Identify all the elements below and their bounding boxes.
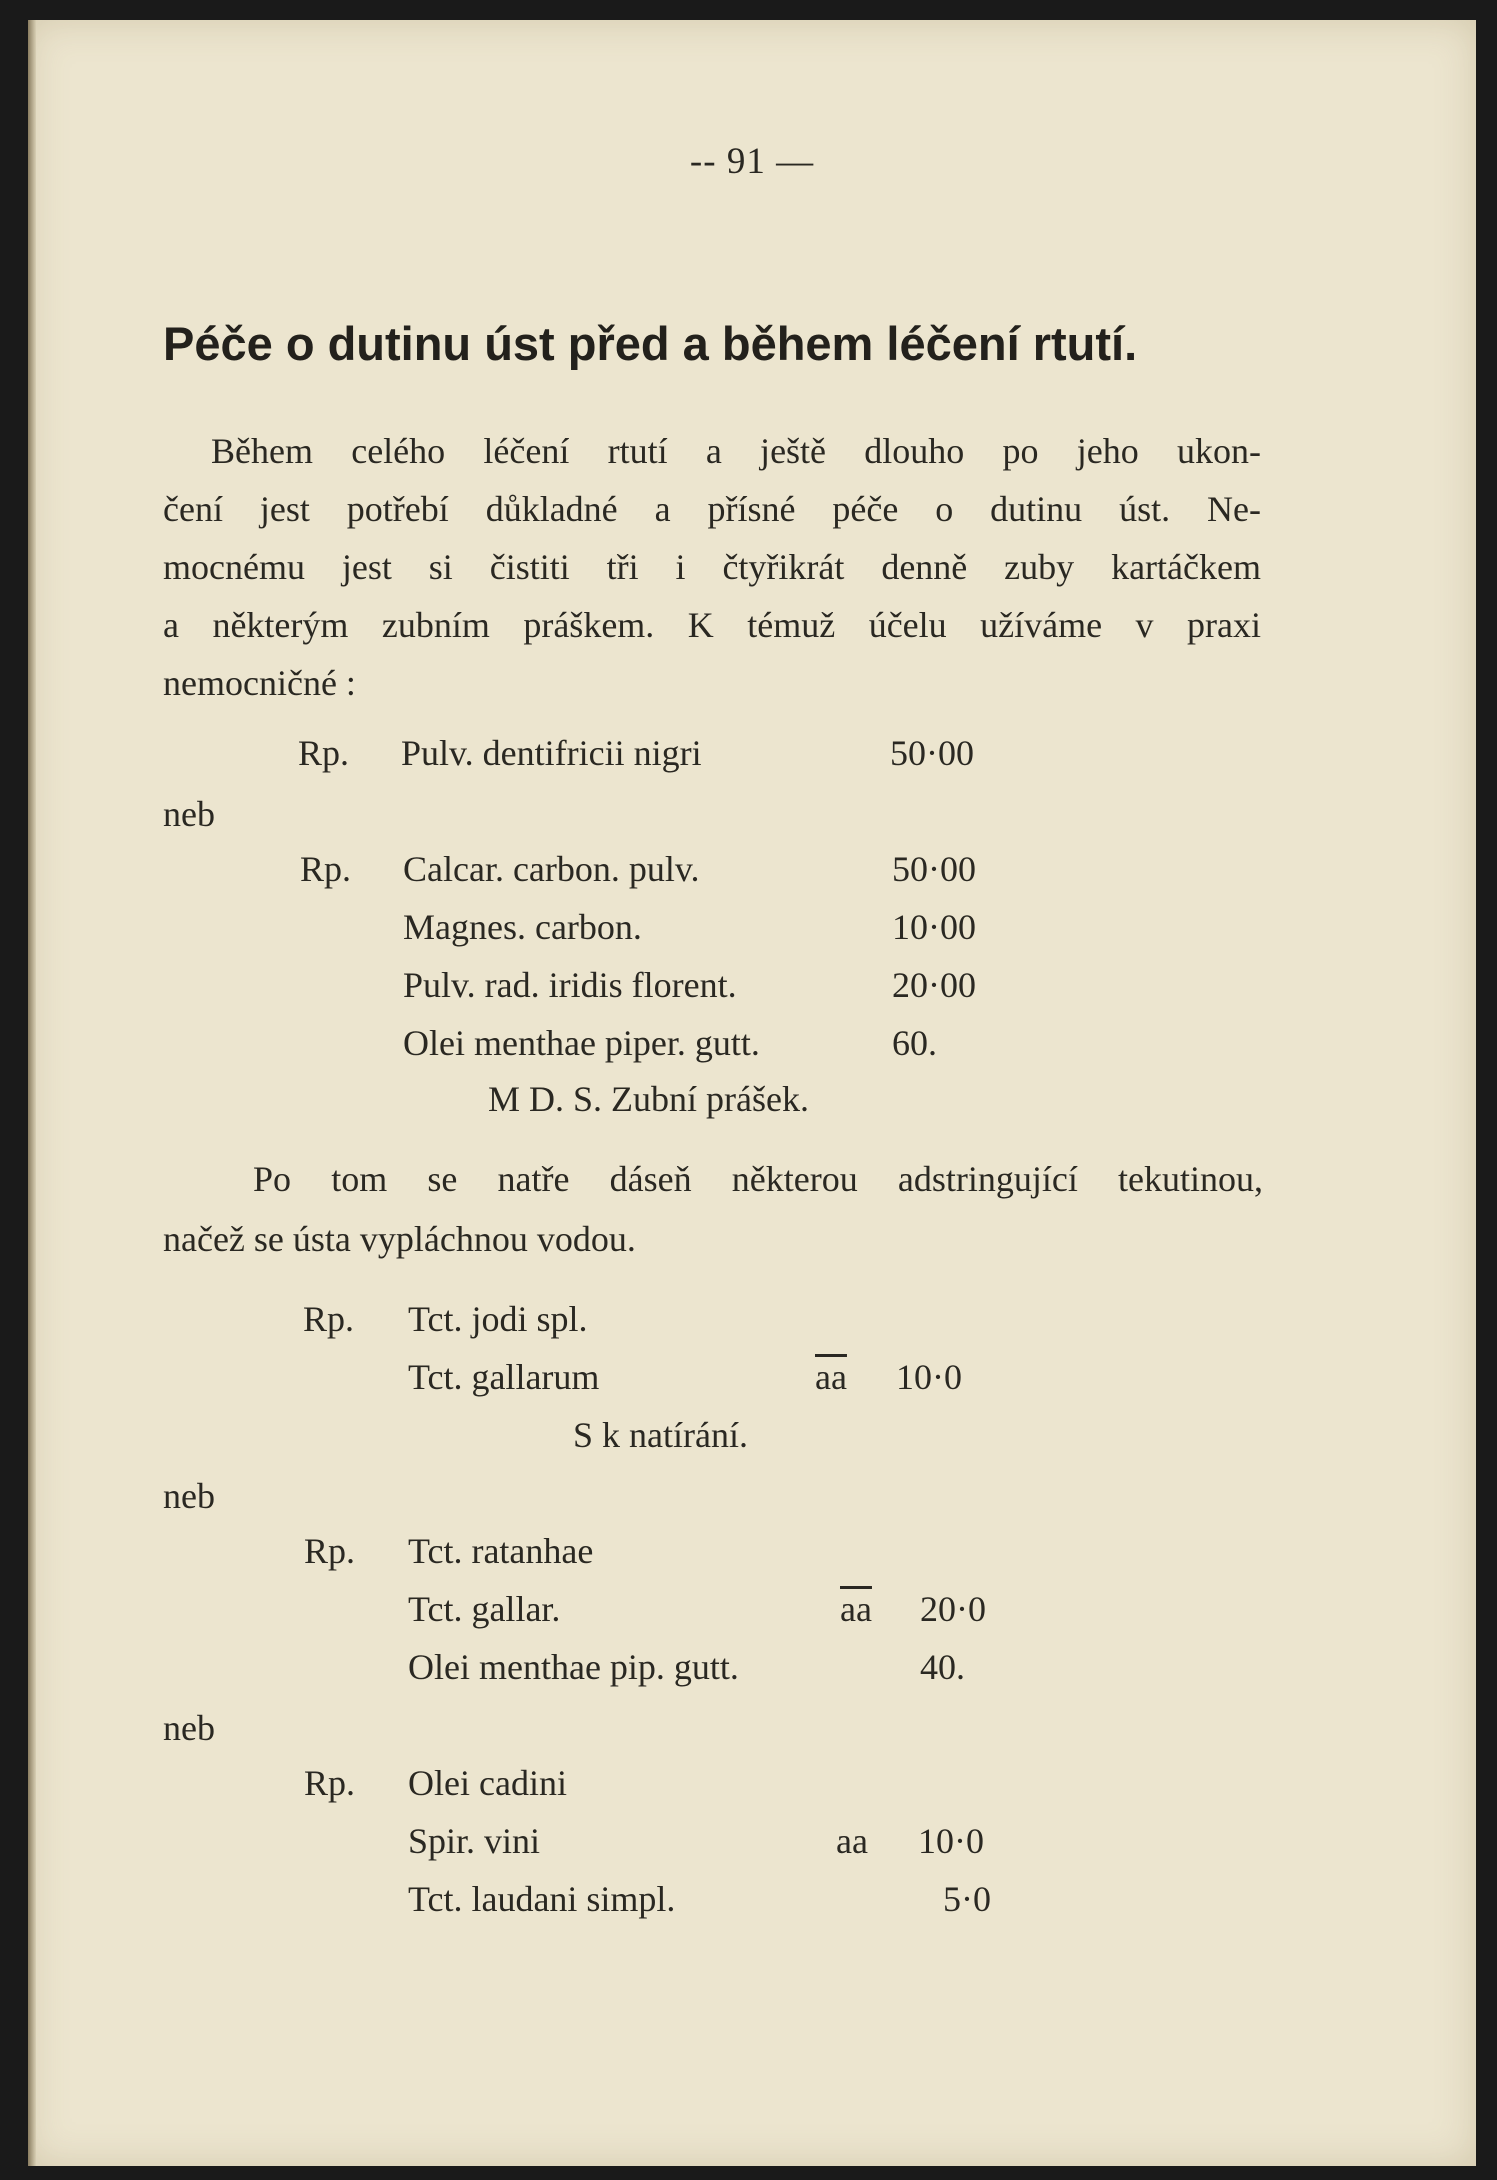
rx-amount: 10·00 — [892, 907, 976, 947]
rx-amount: 60. — [892, 1023, 937, 1063]
rx-amount: 5·0 — [943, 1879, 991, 1919]
rx-ingredient: Calcar. carbon. pulv. — [403, 849, 700, 889]
rx-amount: 40. — [920, 1647, 965, 1687]
rx-amount: 50·00 — [890, 733, 974, 773]
chapter-heading: Péče o dutinu úst před a během léčení rtutí. — [163, 317, 1138, 370]
rx-ingredient: Tct. gallarum — [408, 1357, 600, 1397]
rx-ingredient: Tct. laudani simpl. — [408, 1879, 676, 1919]
rx-label: Rp. — [304, 1763, 356, 1803]
rx-aa-mark: $\overline{aa}$ — [815, 1357, 847, 1397]
rx-signa: S k natírání. — [573, 1415, 748, 1455]
rx-label: Rp. — [304, 1531, 356, 1571]
paragraph-line: Během celého léčení rtutí a ještě dlouho po jeho ukon- — [211, 431, 1261, 471]
rx-label: Rp. — [303, 1299, 355, 1339]
rx-label: Rp. — [298, 733, 350, 773]
rx-aa-mark: $\overline{aa}$ — [840, 1589, 872, 1629]
rx-ingredient: Spir. vini — [408, 1821, 541, 1861]
rx-amount: 10·0 — [896, 1357, 962, 1397]
paragraph-line: čení jest potřebí důkladné a přísné péče o dutinu úst. Ne- — [163, 489, 1261, 529]
paragraph-line: Po tom se natře dáseň některou adstringující tekutinou, — [253, 1159, 1263, 1199]
paragraph-line: mocnému jest si čistiti tři i čtyřikrát denně zuby kartáčkem — [163, 547, 1261, 587]
neb-connector: neb — [163, 794, 215, 834]
paragraph-line: načež se ústa vypláchnou vodou. — [163, 1219, 636, 1259]
rx-ingredient: Pulv. rad. iridis florent. — [403, 965, 737, 1005]
rx-signa: M D. S. Zubní prášek. — [488, 1079, 809, 1119]
rx-ingredient: Olei cadini — [408, 1763, 567, 1803]
rx-ingredient: Tct. gallar. — [408, 1589, 561, 1629]
book-page — [28, 20, 1476, 2166]
rx-label: Rp. — [300, 849, 352, 889]
rx-ingredient: Magnes. carbon. — [403, 907, 642, 947]
rx-ingredient: Olei menthae pip. gutt. — [408, 1647, 739, 1687]
rx-amount: 20·0 — [920, 1589, 986, 1629]
rx-amount: 50·00 — [892, 849, 976, 889]
rx-aa-mark: aa — [836, 1821, 868, 1861]
paragraph-line: a některým zubním práškem. K témuž účelu užíváme v praxi — [163, 605, 1261, 645]
rx-ingredient: Tct. jodi spl. — [408, 1299, 588, 1339]
page-spine — [28, 20, 36, 2166]
rx-ingredient: Pulv. dentifricii nigri — [401, 733, 702, 773]
rx-amount: 10·0 — [918, 1821, 984, 1861]
rx-amount: 20·00 — [892, 965, 976, 1005]
neb-connector: neb — [163, 1476, 215, 1516]
rx-ingredient: Tct. ratanhae — [408, 1531, 594, 1571]
neb-connector: neb — [163, 1708, 215, 1748]
page-number: -- 91 — — [689, 141, 815, 182]
rx-ingredient: Olei menthae piper. gutt. — [403, 1023, 760, 1063]
paragraph-line: nemocničné : — [163, 663, 356, 703]
